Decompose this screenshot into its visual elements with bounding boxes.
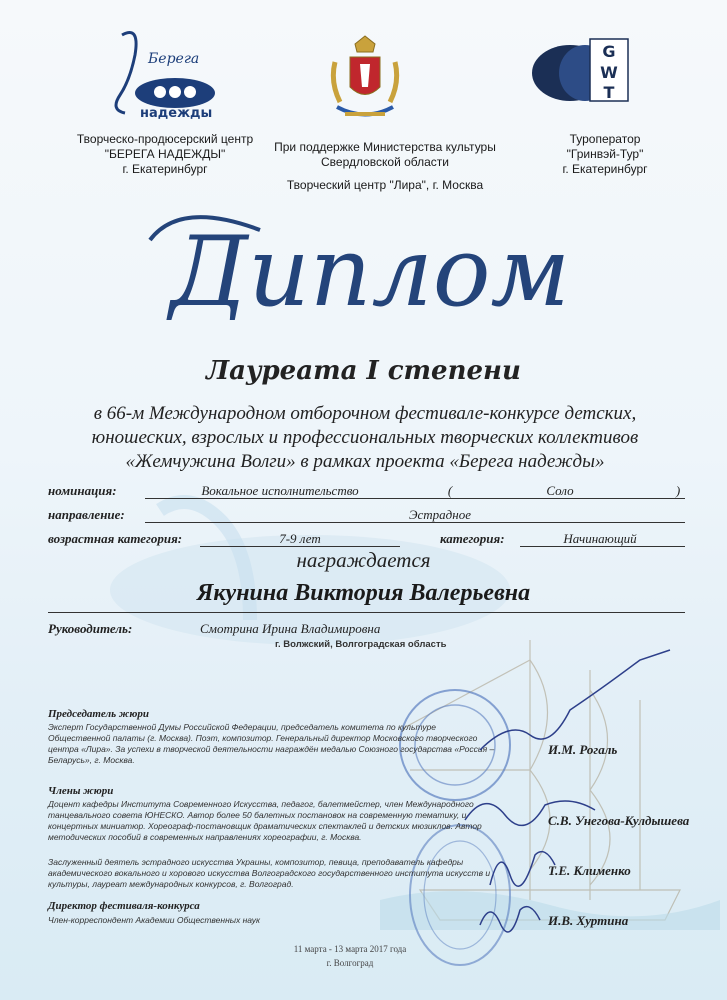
director-signature-name: И.В. Хуртина — [548, 913, 629, 928]
left-organizer-line: Творческо-продюсерский центр — [76, 132, 254, 146]
jury-member1-text: Доцент кафедры Института Современного Искусства, педагог, балетмейстер, член Международного танцевального совета ЮНЕСКО. Автор более 50 балетных постановок на современную тематику, и концертных миниатюр. Хореограф-постановщик драматических спектаклей и детских мюзиклов. Автор методических пособий в современных направлениях хореографии, г. Москва. — [48, 799, 482, 842]
nomination-label: номинация: — [48, 483, 117, 498]
jury-chair-signature-name: И.М. Рогаль — [548, 742, 618, 757]
left-organizer — [60, 132, 270, 177]
description-line: «Жемчужина Волги» в рамках проекта «Берега надежды» — [125, 451, 605, 472]
center-organizer — [255, 140, 515, 170]
center-organizer-line: При поддержке Министерства культуры — [274, 140, 496, 154]
direction-label: направление: — [48, 507, 125, 522]
category-value: Начинающий — [563, 531, 637, 546]
signature-4 — [475, 895, 545, 935]
festival-city: г. Волгоград — [326, 958, 374, 968]
laureate-degree: Лауреата I степени — [206, 356, 521, 386]
nomination-value: Вокальное исполнительство — [201, 483, 359, 498]
svg-text:Берега: Берега — [148, 51, 200, 67]
description-line: в 66-м Международном отборочном фестивале-конкурсе детских, — [93, 403, 637, 424]
category-label: категория: — [440, 531, 505, 546]
festival-description — [40, 402, 690, 474]
left-organizer-line: "БЕРЕГА НАДЕЖДЫ" — [104, 147, 226, 161]
leader-city: г. Волжский, Волгоградская область — [275, 639, 447, 650]
svg-text:W: W — [600, 63, 618, 82]
right-organizer-line: "Гринвэй-Тур" — [566, 147, 644, 161]
age-category-label: возрастная категория: — [48, 531, 183, 546]
age-category-value: 7-9 лет — [279, 531, 321, 546]
leader-label: Руководитель: — [48, 621, 133, 636]
leader-name: Смотрина Ирина Владимировна — [200, 621, 381, 636]
signature-2 — [460, 780, 600, 840]
nomination-close-paren: ) — [675, 483, 681, 498]
description-line: юношеских, взрослых и профессиональных творческих коллективов — [91, 427, 639, 448]
festival-dates: 11 марта - 13 марта 2017 года — [293, 944, 407, 954]
center-organizer-lira: Творческий центр "Лира", г. Москва — [286, 178, 484, 192]
berega-nadezhdy-logo — [100, 25, 220, 120]
gwt-globe-logo — [530, 35, 645, 105]
coat-of-arms-icon — [325, 32, 405, 127]
diploma-title — [120, 200, 620, 330]
direction-value: Эстрадное — [409, 507, 471, 522]
awarded-text: награждается — [296, 548, 431, 572]
recipient-underline — [48, 612, 685, 613]
signature-1 — [470, 640, 680, 770]
signature-3 — [480, 835, 560, 895]
jury-member1-signature-name: С.В. Унегова-Кулдышева — [548, 813, 690, 828]
nomination-sub-value: Соло — [546, 483, 574, 498]
jury-chair-text: Эксперт Государственной Думы Российской Федерации, председатель комитета по культуре Общественной палаты (г. Москва). Поэт, композитор. Генеральный директор Московского творческого центра «Лира». За успехи в творческой деятельности награждён медалью Союзного государства «Россия – Беларусь», г. Москва. — [48, 722, 495, 765]
director-text: Член-корреспондент Академии Общественных наук — [48, 915, 261, 925]
jury-member2-text: Заслуженный деятель эстрадного искусства Украины, композитор, певица, преподаватель кафедры академического вокального и хорового искусства Волгоградского государственного института искусств и культуры, лауреат международных конкурсов, г. Волгоград. — [48, 857, 491, 889]
recipient-name: Якунина Виктория Валерьевна — [196, 580, 531, 606]
svg-text:T: T — [603, 83, 615, 102]
right-organizer — [510, 132, 700, 177]
jury-members-heading: Члены жюри — [48, 785, 114, 797]
nomination-open-paren: ( — [447, 483, 453, 498]
right-organizer-line: г. Екатеринбург — [562, 162, 648, 176]
svg-text:Диплом: Диплом — [169, 216, 571, 328]
left-organizer-line: г. Екатеринбург — [122, 162, 208, 176]
center-organizer-line: Свердловской области — [320, 155, 449, 169]
svg-text:надежды: надежды — [140, 106, 213, 120]
jury-member2-signature-name: Т.Е. Клименко — [548, 863, 631, 878]
director-heading: Директор фестиваля-конкурса — [48, 900, 200, 912]
jury-chair-heading: Председатель жюри — [48, 708, 149, 720]
right-organizer-line: Туроператор — [569, 132, 641, 146]
svg-text:G: G — [602, 42, 616, 61]
